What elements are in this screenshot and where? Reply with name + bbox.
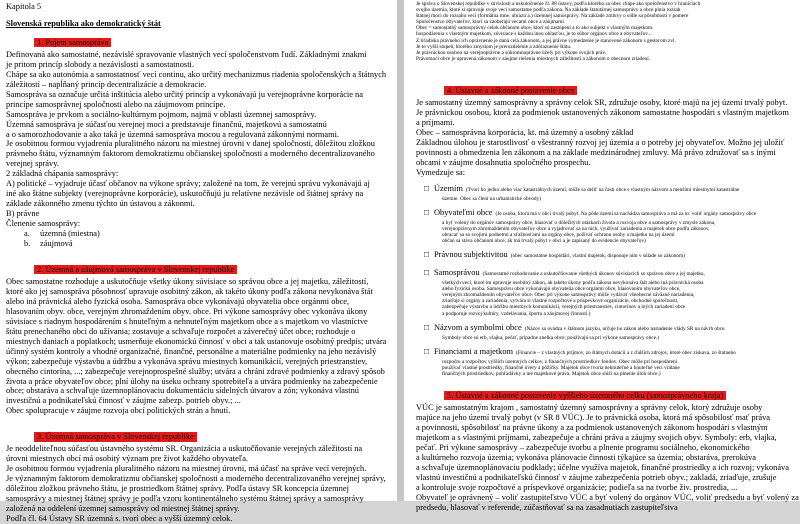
attribute-note: verejnoprávnym zhromaždením obyvateľov obce a vyjadrovať sa na nich, využívať zariadenia a majetok obce podľa zákonov, xyxy=(442,225,710,232)
attribute-note: (Je osoba, ktorá má v obci trvalý pobyt. Na pôde území sa nachádza samospráva a má za to: voliť orgány samosprávy obce xyxy=(495,210,757,217)
paragraph-line: Je samostatný územný samosprávny a správny celok SR, združuje osoby, ktoré majú na jej území trvalý pobyt. xyxy=(416,97,788,107)
paragraph-line: Je osobitnou formou vyjadrenia pluralitného názoru na miestnej úrovni, má účasť na správe vecí verejných. xyxy=(6,464,367,474)
intro-notes xyxy=(416,1,792,62)
attribute-note: územie. Obec sa člení na urbanistické obvody) xyxy=(442,195,541,202)
paragraph-line: majúce na jeho území trvalý pobyt (v SR 8 VÚC). Je to právnická osoba, ktorá má spôsobilosť mať práva xyxy=(416,412,771,422)
attribute-note: rozpočtu a rozpočtov vyšších územných celkov, z finančných prostriedkov fondov. Obec môže pri hospodárení xyxy=(442,358,678,365)
section-4-body xyxy=(416,98,792,178)
attribute-note: a podporuje rozvoj kultúry, vzdelávania, športu a záujmovej činnosti.) xyxy=(442,310,591,317)
attribute-note: všetkých vecí, ktoré im upravuje osobitný zákon, ak takéto úkony podľa zákona nevykonáva štát alebo iná právnická osoba xyxy=(442,280,704,287)
list-item xyxy=(6,239,391,249)
page-left xyxy=(0,0,397,523)
bullet-icon: □ xyxy=(424,250,430,260)
list-item-label: záujmová xyxy=(40,239,73,249)
attribute-note: finančných prostriedkov, pohľadávky a iné majetkové práva. Majetok obce slúži na plnenie úloh obce.) xyxy=(442,370,661,377)
attribute-note: (Financie – z vlastných príjmov, zo štátnych dotácií a z ďalších zdrojov, ktoré obec získava, zo štátneho xyxy=(516,349,736,356)
paragraph-line: Definovaná ako samostatné, nezávislé spravovanie vlastných vecí spoločenstvom ľudí. Základnými znakmi xyxy=(6,49,367,59)
note-line: Je právnickou osobou na verejnoprávne a súkromnoprávne účely pri výkone svojich práv. xyxy=(416,49,606,56)
paragraph-line: investičnú a podnikateľskú činnosť v záujme zabezp. potrieb obyv.; ... xyxy=(6,396,241,406)
paragraph-line: založená na oddelení územnej samosprávy od miestnej štátnej správy. xyxy=(6,504,240,514)
paragraph-line: štátu prenechaného obci do užívania; zostavuje a schvaľuje rozpočet a záverečný účet obce; rozhoduje o xyxy=(6,326,356,336)
paragraph-line: B) právne xyxy=(6,209,40,219)
list-marker: b. xyxy=(24,239,31,249)
paragraph-line: obcami v záujme dosahnutia spoločného prospechu. xyxy=(416,157,591,167)
paragraph-line: úrovni miestnych obcí má osobitý význam pre život každého obyvateľa. xyxy=(6,454,249,464)
paragraph-line: hlasovaním obyv. obce, verejným zhromaždením obyv. obce. Pri výkone samosprávy obec vykonáva úkony xyxy=(6,306,368,316)
attribute-item xyxy=(416,202,792,220)
paragraph-line: Samospráva sa označuje určitá inštitúcia alebo určitý princíp a vykonávajú ju verejnoprávne korporácie na xyxy=(6,89,363,99)
section-heading-3: 3. Územná samospráva v Slovenskej republike xyxy=(34,432,197,441)
paragraph-line: základe zákonného zmenu týchto ún ústavou a zákonmi. xyxy=(6,199,195,209)
list-item xyxy=(6,229,391,239)
note-line: Je to vyšší stupeň, ktorého zmyslom je prerozdelenie a zdôraznenie štátu. xyxy=(416,43,572,50)
paragraph-line: je pritom princíp slobody a nezávislosti a samostatnosti. xyxy=(6,59,194,69)
section-5-body xyxy=(416,402,799,512)
list-marker: a. xyxy=(24,229,30,239)
attribute-item xyxy=(416,178,792,196)
paragraph-line: A) politické – vyjadruje účasť občanov na výkone správy; založené na tom, že verejnú správu vykonávajú aj xyxy=(6,179,370,189)
paragraph-line: Samospráva je prvkom a sociálno-kultúrnym pojmom, najmä v oblasti územnej samosprávy. xyxy=(6,109,317,119)
list-item-label: územná (miestna) xyxy=(40,229,100,239)
paragraph-line: právneho štátu, významným faktorom demokratizmu občianskej spoločnosti a moderného decentralizovaného xyxy=(6,149,375,159)
section-heading-5: 5. Ústavné a zákonné postavenie vyššieho územného celku (samosprávneho kraja) xyxy=(444,391,726,400)
attribute-note: (Tvorí ho jedno alebo viac katastrálnych území, môže sa deliť na časti obce s vlastným názvom a menšími miestnymi katastrálne xyxy=(465,186,740,193)
bullet-icon: □ xyxy=(424,268,430,278)
paragraph-line: Podľa čl. 64 Ústavy SR územná s. tvorí obec a vyšší územný celok. xyxy=(6,513,233,523)
paragraph-line: majetkom a s vlastnými príjmami, zabezpečuje a chráni práva a záujmy svojich obyv. Symboly: erb, vlajka, xyxy=(416,432,777,442)
attribute-label: Financiami a majetkom xyxy=(434,346,514,356)
paragraph-line: záležitostí – napĺňaný princíp decentralizácie a demokracie. xyxy=(6,79,207,89)
attribute-note: Symboly obce sú erb, vlajka, pečať, prípadne znelka obce; používajú sa pri výkone samosprávy obce.) xyxy=(442,334,660,341)
paragraph-line: a kultúrneho rozvoja územia; vykonáva plánovacie činnosti týkajúce sa územia; obstaráva, prerokúva xyxy=(416,452,756,462)
paragraph-line: Je osobitnou formou vyjadrenia pluralitného názoru na miestnej úrovni v danej spoločnosti, dôležitou zložkou xyxy=(6,139,375,149)
attribute-note: verejným zhromaždením obyvateľov obce. Obec pri výkone samosprávy môže vydávať všeobecne záväzné nariadenia, xyxy=(442,292,695,299)
paragraph-line: a kontroluje svoje rozpočtové a príspevkové organizácie; podieľa sa na tvorbe živ. prostredia, ... xyxy=(416,482,738,492)
chapter-label: Kapitola 5 xyxy=(6,2,42,11)
paragraph-line: Obec samostatne rozhoduje a uskutočňuje všetky úkony súvisiace so správou obce a jej majetku, záležitostí, xyxy=(6,276,369,286)
paragraph-line: miestnych daniach a poplatkoch; usmerňuje ekonomickú činnosť v obci a tak ustanovuje osobitný predpis; utvára xyxy=(6,336,387,346)
attribute-note: alebo fyzická osoba. Samosprávu obce vykonávajú obyvatelia obce orgánmi obce, hlasovaním obyvateľov obce, xyxy=(442,286,681,293)
paragraph-line: a o samorozhodovanie a ako taká je územná samospráva mocou a regulovaná zákonnými normami. xyxy=(6,129,340,139)
bullet-icon: □ xyxy=(424,322,430,332)
paragraph-line: Obyvateľ je oprávnený – voliť zastupiteľstvo VÚC a byť volený do orgánov VÚC, voliť predsedu a byť volený za xyxy=(416,492,799,502)
bullet-icon: □ xyxy=(424,183,430,193)
paragraph-line: verejnej správy. xyxy=(6,159,59,169)
note-line: Je správa o Slovenskej republike v súvislosti a uskutočnenie čl. 88 ústavy, podľa ktorého sa obec chápe ako spoločenstvo v hraniciach xyxy=(416,1,701,7)
bullet-icon: □ xyxy=(424,207,430,217)
document-title: Slovenská republika ako demokratický štát xyxy=(6,18,161,28)
section-heading-4: 4. Ústavné a zákonné postavenie obce xyxy=(444,86,577,95)
attribute-note: (obec samostatne hospodári, vlastní majetok, disponuje ním v súlade so zákonom) xyxy=(510,253,685,260)
paragraph-line: princípe samosprávnej spoločnosti alebo na záujmovom princípe. xyxy=(6,99,226,109)
note-line: štátnej moci do rozsahu vecí (formálna mne. obrazu a.) územnej samosprávy. Na základe zmluvy o sídle sa pôsobnosti v pomere xyxy=(416,13,689,20)
paragraph-line: Základnou úlohou je starostlivosť o všestranný rozvoj jej územia a o potreby jej obyvateľov. Možno jej uložiť xyxy=(416,137,785,147)
attribute-label: Názvom a symbolmi obce xyxy=(434,322,522,332)
paragraph-line: dôležitou zložkou právneho štátu, je prostriedkom štátnej správy. Podľa ústavy SR koncepcia územnej xyxy=(6,484,349,494)
attribute-label: Obyvateľmi obce xyxy=(434,207,493,217)
paragraph-line: obce; obstaráva a schvaľuje územnoplánovaciu dokumentáciu sídelných útvarov a zón; vykonáva vlastnú xyxy=(6,386,359,396)
attribute-item xyxy=(416,317,792,335)
paragraph-line: a schvaľuje územnoplánovaciu podklady; účelne využíva majetok, finančné prostriedky a ich rozvoj; vykonáva xyxy=(416,462,789,472)
attribute-note: zabezpečuje výstavbu a údržbu miestnych komunikácií, verejných priestranstiev, cintorínov a iných zariadení obce xyxy=(442,304,686,311)
paragraph-line: ktoré ako jej samospráva pôsobnosť upravuje osobitný zákon, ak takéto úkony podľa zákona nevykonáva štát xyxy=(6,286,373,296)
paragraph-line: účinný systém kontroly a vhodné organizačné, finančné, personálne a materiálne podmienky na jeho nezávislý xyxy=(6,346,377,356)
paragraph-line: vlastnú investičnú a podnikateľskú činnosť v záujme zabezpečenia potrieb obyv.; zakladá, zriaďuje, zrušuje xyxy=(416,472,777,482)
paragraph-line: života a práce obyvateľov obce; plní úlohy na úseku ochrany spotrebiteľa a utvára podmienky na zabezpečenie xyxy=(6,376,378,386)
paragraph-line: Je neoddeliteľnou súčasťou ústavného systému SR. Organizácia a uskutočňovanie verejných záležitostí na xyxy=(6,444,363,454)
attribute-item xyxy=(416,262,792,280)
paragraph-line: alebo iná právnická alebo fyzická osoba. Samospráva obce vykonávajú obyvatelia obce orgánmi obce, xyxy=(6,296,350,306)
note-line: Obec = samostatný samosprávny celok občanom obce, ktorí sú zastúpení a to ako subjekt s vlastným majetkom. xyxy=(416,25,654,32)
section-3-body xyxy=(6,444,391,524)
paragraph-line: a povinnosti, spôsobilosť na právne úkony a za podmienok ustanovených zákonom hospodári s vlastným xyxy=(416,422,768,432)
attribute-item xyxy=(416,244,792,262)
attribute-item xyxy=(416,341,792,359)
paragraph-line: Je právnickou osobou, ktorá za podmienok ustanovených zákonom samostatne hospodári s vlastným majetkom xyxy=(416,107,789,117)
section-heading-1: 1. Pojem samospráva xyxy=(34,38,111,47)
attribute-note: používať vlastné prostriedky, finančné úvery a pôžičky. Majetok obce tvoria nehnuteľné a hnuteľné veci vrátane xyxy=(442,364,680,371)
page-separator xyxy=(397,0,404,501)
attribute-note: obracať sa so svojimi podnetmi a sťažnosťami na orgány obce, požívať ochranu osoby a majetku na jej území xyxy=(442,231,675,238)
paragraph-line: Je významným faktorom demokratizmu občianskej spoločnosti a moderného decentralizovaného verejnej správy, xyxy=(6,474,386,484)
paragraph-line: povinnosti a obmedzenia len zákonom a na základe medzinárodnej zmluvy. Má právo združovať sa s inými xyxy=(416,147,776,157)
paragraph-line: pečať. Pri výkone samosprávy – zabezpečuje tvorbu a plnenie programu sociálneho, ekonomického xyxy=(416,442,750,452)
section-1-body xyxy=(6,50,391,229)
paragraph-line: Vymedzuje sa: xyxy=(416,167,466,177)
paragraph-line: Obec spolupracuje v záujme rozvoja obcí politických strán a hnutí. xyxy=(6,406,231,416)
attribute-note: zriaďuje si orgány a zariadenia, vytvára si vlastné rozpočtové a príspevkové organizácie, obchodné spoločnosti, xyxy=(442,298,679,305)
paragraph-line: Obec – samosprávna korporácia, kt. má územný a osobný základ xyxy=(416,127,634,137)
note-line: Spoločenstvo obyvateľov, ktorí sa zaoberajú vecami obce a záujmami. xyxy=(416,19,566,26)
note-line: svojho územia, ktoré si spravuje svoje veci samostatne podľa zákona. Na základe štatutárnej samosprávy a obce plnia rozsah xyxy=(416,7,681,14)
paragraph-line: samosprávy a miestnej štátnej správy je podľa vzoru kontinentálneho systému štátnej správy a samosprávy xyxy=(6,494,364,504)
paragraph-line: Územná samospráva je súčasťou verejnej moci a predstavuje finančnú, majetkovú a samostatnú xyxy=(6,119,327,129)
paragraph-line: 2 základná chápania samosprávy: xyxy=(6,169,119,179)
samosprava-types-list xyxy=(6,229,391,249)
paragraph-line: predsedu, hlasovať v referende, zúčastňovať sa na zasadnutiach zastupiteľstva xyxy=(416,502,678,512)
attribute-note: občan sa stáva občanom obce, ak má trvalý pobyt v obci a je zapísaný do evidencie obyvateľov) xyxy=(442,237,646,244)
attribute-note: a byť volený do orgánov samosprávy obce, hlasovať o dôležitých otázkach života a rozvoja obce a samosprávy v zmysle zákona, xyxy=(442,219,716,226)
note-line: hospodárenia s vlastným majetkom, súvisiace s každou inou oblasťou, je to súbor orgánov obce a obyvateľov... xyxy=(416,31,652,38)
paragraph-line: výkon; zabezpečuje výstavbu a údržbu a vykonáva správu miestnych komunikácií, verejných priestranstiev, xyxy=(6,356,368,366)
attribute-label: Samosprávou xyxy=(434,268,480,278)
note-line: Z hľadiska právneho ich oprávnenie je daná celá zákonom, a jej právne vymedzenie je stanovené zákonom s gestorom zvl. xyxy=(416,37,676,44)
section-2-body xyxy=(6,277,391,416)
paragraph-line: iné ako štátne subjekty (verejnoprávne korporácie), uskutočňujú ju relatívne nezávisle od štátnej správy na xyxy=(6,189,364,199)
paragraph-line: VÚC je samostatným krajom , samostatný územný samosprávny a správny celok, ktorý združuje osoby xyxy=(416,402,763,412)
page-right xyxy=(404,0,800,512)
attribute-label: Územím xyxy=(434,183,463,193)
note-line: Právomoci obce je upravená zákonom v záujme riešenia miestnych záležitostí a zákonom o obecnom zriadení. xyxy=(416,55,651,62)
bullet-icon: □ xyxy=(424,346,430,356)
attribute-label: Právnou subjektivitou xyxy=(434,250,508,260)
paragraph-line: a príjmami. xyxy=(416,117,455,127)
attribute-note: (Názov sa uvádza v štátnom jazyku, určuje ho zákon alebo nariadenie vlády SR na návrh obce. xyxy=(524,325,726,332)
paragraph-line: Členenie samosprávy: xyxy=(6,219,81,229)
attribute-note: (Samostatné rozhodovanie a uskutočňovanie všetkých úkonov súvisiacich so správou obce a jej majetku, xyxy=(482,271,705,278)
paragraph-line: súvisiace s riadnym hospodárením s hnuteľným a nehnuteľným majetkom obce a s majetkom vo vlastníctve xyxy=(6,316,368,326)
obec-attributes-list xyxy=(416,178,792,377)
section-heading-2: 2. Územná a záujmová samospráva v Slovenskej republike xyxy=(34,265,237,274)
paragraph-line: obecného cintorína, ...; zabezpečuje verejnoprospešné služby; utvára a chráni zdravé podmienky a zdravý spôsob xyxy=(6,366,385,376)
paragraph-line: Chápe sa ako autonómia a samostatnosť vecí continu, ako určitý mechanizmus riadenia spoločenských a štátnych xyxy=(6,69,387,79)
